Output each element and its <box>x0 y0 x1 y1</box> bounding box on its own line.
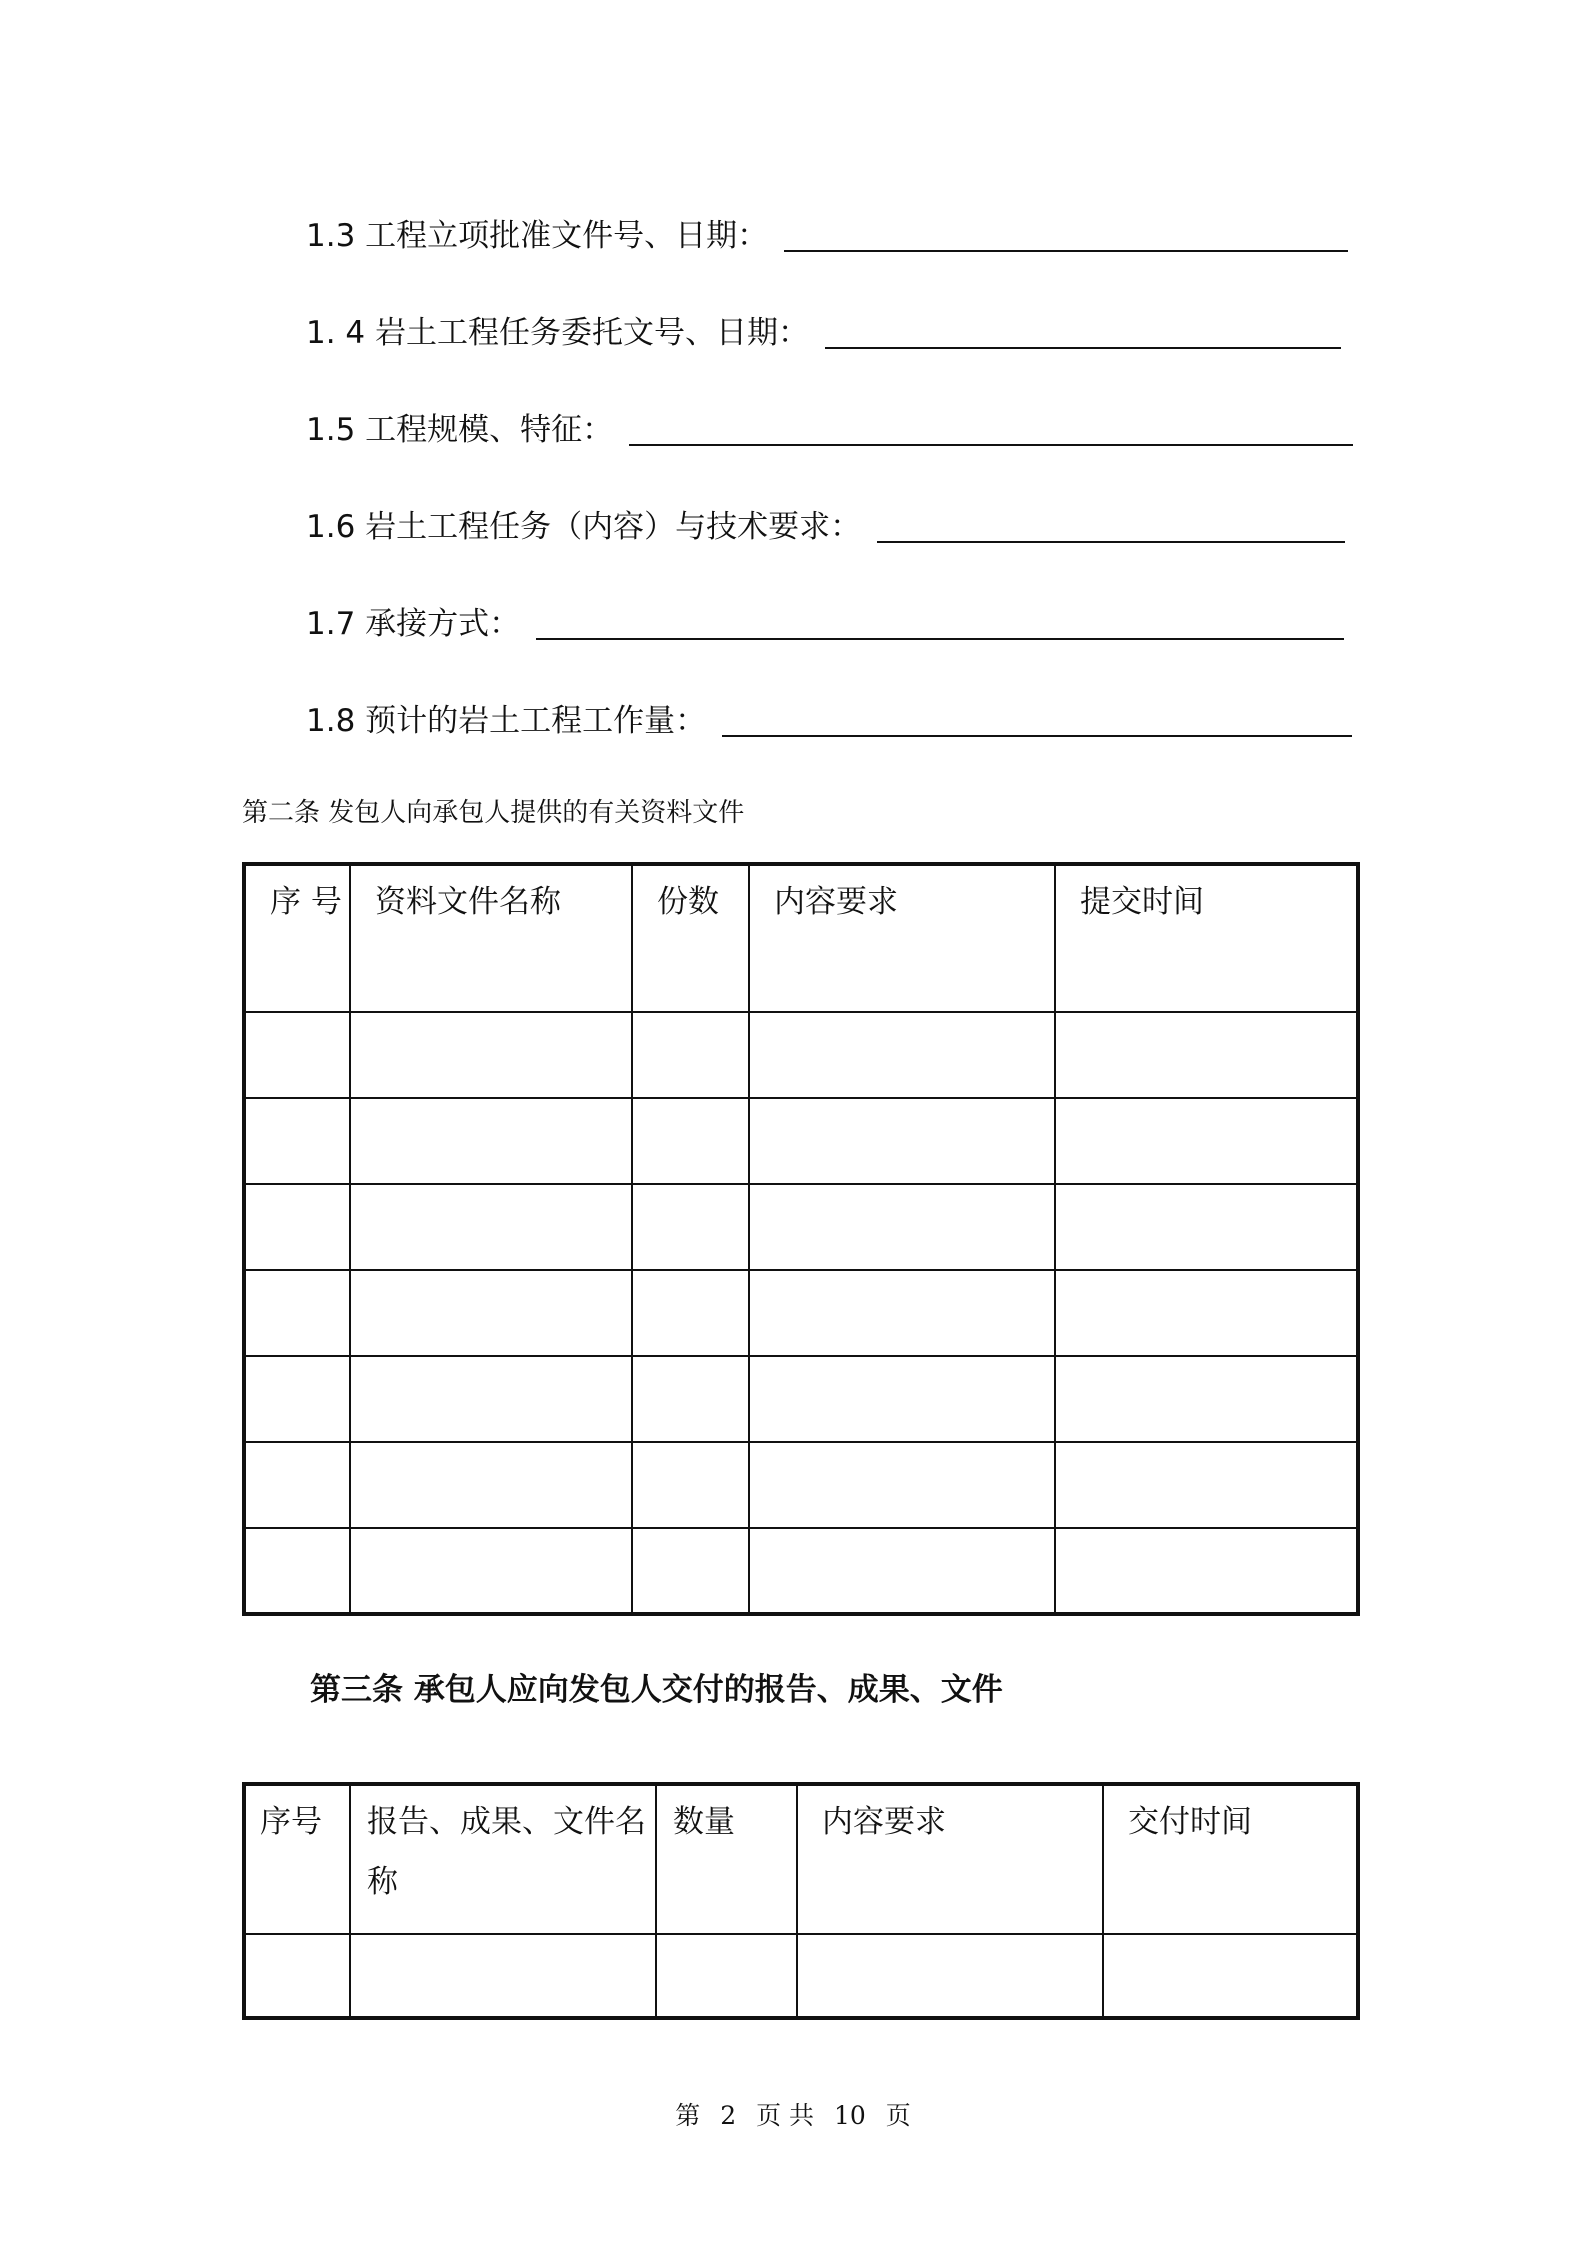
table-cell[interactable] <box>244 1356 350 1442</box>
table-cell[interactable] <box>350 1270 632 1356</box>
table-cell[interactable] <box>350 1934 656 2018</box>
field-row-1-7 <box>306 594 1344 644</box>
table-cell[interactable] <box>1103 1934 1358 2018</box>
table-cell[interactable] <box>244 1934 350 2018</box>
fill-in-line[interactable] <box>536 638 1344 640</box>
table-cell[interactable] <box>656 1934 797 2018</box>
table-cell[interactable] <box>749 1270 1055 1356</box>
field-row-1-8 <box>306 691 1352 741</box>
total-pages: 10 <box>833 2101 866 2130</box>
field-label: 1.8 预计的岩土工程工作量： <box>306 703 707 739</box>
header-cell-submit-time: 提交时间 <box>1055 864 1358 1012</box>
table-cell[interactable] <box>749 1442 1055 1528</box>
field-row-1-6 <box>306 497 1345 547</box>
table-cell[interactable] <box>632 1184 749 1270</box>
table-header-row <box>244 864 1358 1012</box>
field-label: 1.3 工程立项批准文件号、日期： <box>306 218 769 254</box>
table-cell[interactable] <box>1055 1528 1358 1614</box>
fill-in-line[interactable] <box>784 250 1348 252</box>
field-label: 1.5 工程规模、特征： <box>306 412 614 448</box>
table-cell[interactable] <box>749 1012 1055 1098</box>
table-cell[interactable] <box>244 1184 350 1270</box>
section-2-title: 第二条 发包人向承包人提供的有关资料文件 <box>242 798 745 828</box>
table-row <box>244 1934 1358 2018</box>
table-cell[interactable] <box>350 1356 632 1442</box>
table-cell[interactable] <box>632 1528 749 1614</box>
materials-table <box>242 862 1360 1616</box>
page-footer <box>0 2096 1586 2132</box>
table-row <box>244 1012 1358 1098</box>
fill-in-line[interactable] <box>825 347 1341 349</box>
fill-in-line[interactable] <box>722 735 1352 737</box>
table-cell[interactable] <box>749 1184 1055 1270</box>
table-cell[interactable] <box>1055 1356 1358 1442</box>
fill-in-line[interactable] <box>877 541 1345 543</box>
header-cell-copies: 份数 <box>632 864 749 1012</box>
table-row <box>244 1270 1358 1356</box>
page-number: 2 <box>720 2101 737 2130</box>
field-label: 1.6 岩土工程任务（内容）与技术要求： <box>306 509 862 545</box>
table-cell[interactable] <box>632 1442 749 1528</box>
header-cell-delivery-time: 交付时间 <box>1103 1784 1358 1934</box>
header-cell-index: 序号 <box>244 1784 350 1934</box>
table-cell[interactable] <box>244 1442 350 1528</box>
table-cell[interactable] <box>350 1442 632 1528</box>
footer-suffix: 页 <box>885 2101 911 2130</box>
table-cell[interactable] <box>797 1934 1103 2018</box>
table-cell[interactable] <box>632 1356 749 1442</box>
table-cell[interactable] <box>749 1528 1055 1614</box>
table-cell[interactable] <box>244 1012 350 1098</box>
table-cell[interactable] <box>1055 1270 1358 1356</box>
section-3-title: 第三条 承包人应向发包人交付的报告、成果、文件 <box>310 1672 1003 1708</box>
footer-middle: 页 共 <box>756 2101 815 2130</box>
table-cell[interactable] <box>244 1098 350 1184</box>
table-row <box>244 1528 1358 1614</box>
table-row <box>244 1442 1358 1528</box>
header-cell-requirements: 内容要求 <box>797 1784 1103 1934</box>
table-cell[interactable] <box>632 1098 749 1184</box>
field-label: 1.7 承接方式： <box>306 606 521 642</box>
table-cell[interactable] <box>1055 1442 1358 1528</box>
fill-in-line[interactable] <box>629 444 1353 446</box>
table-cell[interactable] <box>350 1012 632 1098</box>
table-cell[interactable] <box>350 1528 632 1614</box>
header-cell-name: 报告、成果、文件名称 <box>350 1784 656 1934</box>
footer-prefix: 第 <box>675 2101 701 2130</box>
table-cell[interactable] <box>244 1270 350 1356</box>
table-cell[interactable] <box>1055 1012 1358 1098</box>
table-cell[interactable] <box>632 1270 749 1356</box>
field-row-1-4 <box>306 303 1341 353</box>
table-cell[interactable] <box>632 1012 749 1098</box>
table-cell[interactable] <box>350 1098 632 1184</box>
table-row <box>244 1098 1358 1184</box>
header-cell-requirements: 内容要求 <box>749 864 1055 1012</box>
header-cell-name: 资料文件名称 <box>350 864 632 1012</box>
table-cell[interactable] <box>1055 1184 1358 1270</box>
table-cell[interactable] <box>749 1098 1055 1184</box>
field-row-1-3 <box>306 206 1348 256</box>
table-header-row <box>244 1784 1358 1934</box>
header-cell-quantity: 数量 <box>656 1784 797 1934</box>
field-label: 1. 4 岩土工程任务委托文号、日期： <box>306 315 810 351</box>
deliverables-table <box>242 1782 1360 2020</box>
table-cell[interactable] <box>1055 1098 1358 1184</box>
table-cell[interactable] <box>749 1356 1055 1442</box>
header-cell-index: 序 号 <box>244 864 350 1012</box>
table-row <box>244 1184 1358 1270</box>
table-row <box>244 1356 1358 1442</box>
table-cell[interactable] <box>244 1528 350 1614</box>
table-cell[interactable] <box>350 1184 632 1270</box>
field-row-1-5 <box>306 400 1353 450</box>
